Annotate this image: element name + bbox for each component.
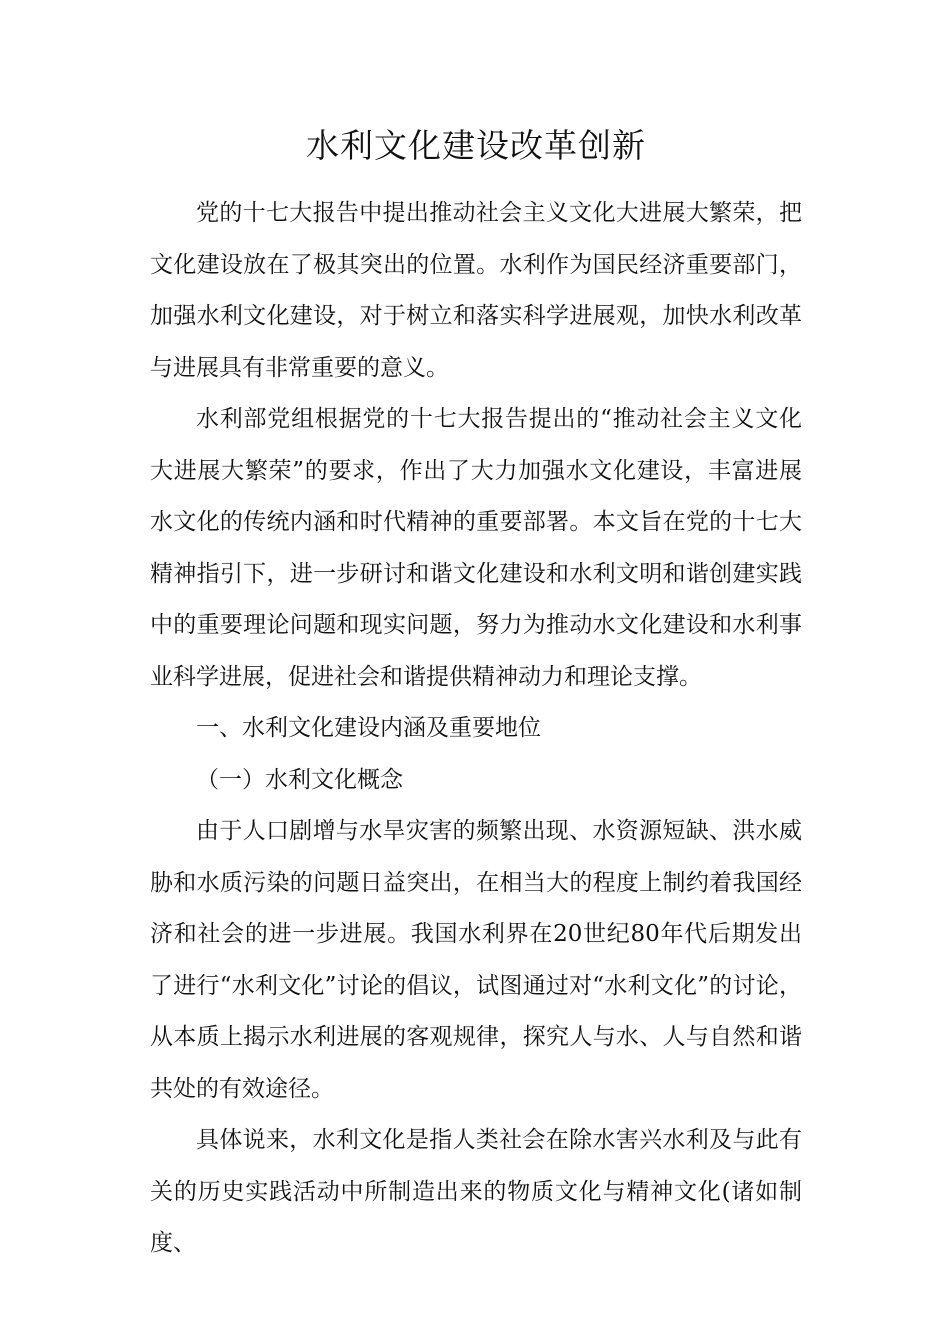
subsection-heading: （一）水利文化概念 — [196, 766, 403, 793]
paragraph-purpose: 水利部党组根据党的十七大报告提出的“推动社会主义文化大进展大繁荣”的要求，作出了大力加强水文化建设，丰富进展水文化的传统内涵和时代精神的重要部署。本文旨在党的十七大精神指引下，进一步研讨和谐文化建设和水利文明和谐创建实践中的重要理论问题和现实问题，努力为推动水文化建设和水利事业科学进展，促进社会和谐提供精神动力和理论支撑。 — [150, 406, 802, 690]
document-title: 水利文化建设改革创新 — [306, 126, 646, 165]
document-body — [150, 188, 802, 1270]
paragraph-intro: 党的十七大报告中提出推动社会主义文化大进展大繁荣，把文化建设放在了极其突出的位置。水利作为国民经济重要部门，加强水利文化建设，对于树立和落实科学进展观，加快水利改革与进展具有非常重要的意义。 — [150, 200, 802, 381]
paragraph-background: 由于人口剧增与水旱灾害的频繁出现、水资源短缺、洪水威胁和水质污染的问题日益突出，在相当大的程度上制约着我国经济和社会的进一步进展。我国水利界在20世纪80年代后期发出了进行“水利文化”讨论的倡议，试图通过对“水利文化”的讨论，从本质上揭示水利进展的客观规律，探究人与水、人与自然和谐共处的有效途径。 — [150, 818, 802, 1102]
section-heading: 一、水利文化建设内涵及重要地位 — [196, 715, 541, 741]
paragraph-definition: 具体说来，水利文化是指人类社会在除水害兴水利及与此有关的历史实践活动中所制造出来的物质文化与精神文化(诸如制度、 — [150, 1127, 802, 1256]
